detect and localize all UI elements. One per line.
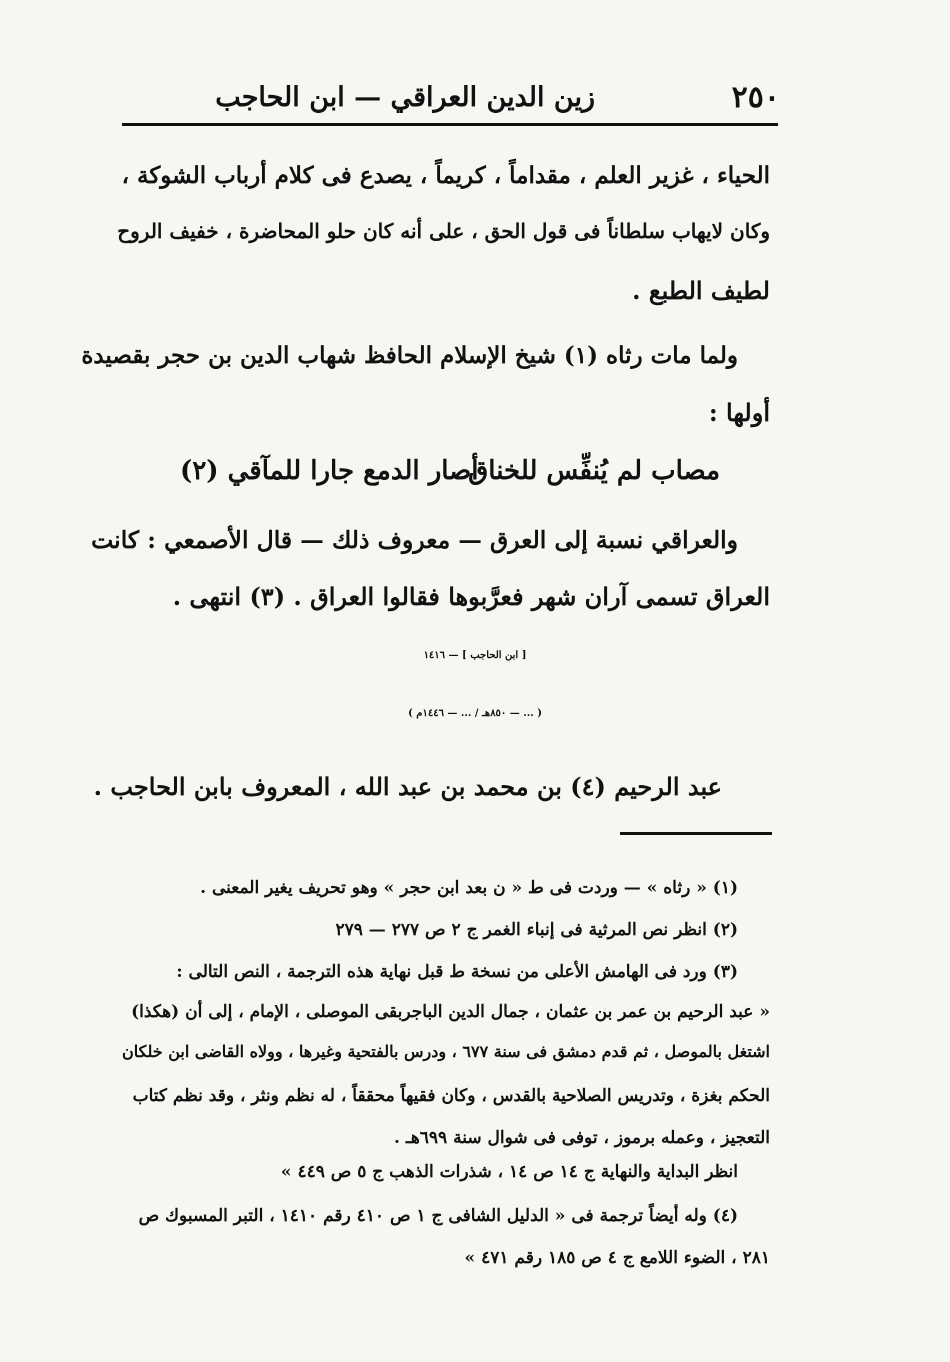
footnote-3-line-b: اشتغل بالموصل ، ثم قدم دمشق فى سنة ٦٧٧ ، ودرس بالفتحية وغيرها ، وولاه القاضى ابن خلكان — [122, 1042, 770, 1061]
body-line-7: العراق تسمى آران شهر فعرَّبوها فقالوا العراق . (٣) انتهى . — [172, 582, 770, 611]
body-line-5: أولها : — [708, 398, 770, 427]
footnote-3: (٣) ورد فى الهامش الأعلى من نسخة ط قبل نهاية هذه الترجمة ، النص التالى : — [176, 962, 738, 982]
footnote-4-line-a: (٤) وله أيضاً ترجمة فى « الدليل الشافى ج ١ ص ٤١٠ رقم ١٤١٠ ، التبر المسبوك ص — [138, 1206, 738, 1226]
header-rule — [122, 123, 778, 126]
poem-verse — [180, 456, 720, 506]
footnote-3-line-e: انظر البداية والنهاية ج ١٤ ص ١٤ ، شذرات الذهب ج ٥ ص ٤٤٩ » — [280, 1162, 738, 1182]
body-line-2: وكان لايهاب سلطاناً فى قول الحق ، على أنه كان حلو المحاضرة ، خفيف الروح — [117, 219, 770, 243]
running-title: زين الدين العراقي — ابن الحاجب — [215, 82, 595, 113]
footnote-3-line-d: التعجيز ، وعمله برموز ، توفى فى شوال سنة ٦٩٩هـ . — [394, 1128, 770, 1148]
entry-heading: [ ابن الحاجب ] — ١٤١٦ — [423, 650, 527, 661]
body-line-1: الحياء ، غزير العلم ، مقداماً ، كريماً ، يصدع فى كلام أرباب الشوكة ، — [121, 162, 770, 189]
body-line-3: لطيف الطبع . — [632, 276, 770, 305]
body-line-6: والعراقي نسبة إلى العرق — معروف ذلك — قال الأصمعي : كانت — [91, 526, 738, 554]
body-line-4: ولما مات رثاه (١) شيخ الإسلام الحافظ شهاب الدين بن حجر بقصيدة — [81, 342, 738, 369]
page-number: ٢٥٠ — [731, 80, 780, 115]
footnote-1: (١) « رثاه » — وردت فى ط « ن بعد ابن حجر » وهو تحريف يغير المعنى . — [200, 878, 738, 898]
entry-dates: ( ... — ٨٥٠هـ / ... — ١٤٤٦م ) — [408, 708, 542, 719]
poem-first-hemistich: مصاب لم يُنفِّس للخناق — [468, 456, 720, 486]
footnote-3-line-a: « عبد الرحيم بن عمر بن عثمان ، جمال الدين الباجربقى الموصلى ، الإمام ، إلى أن (هكذا) — [131, 1002, 770, 1022]
footnote-3-line-c: الحكم بغزة ، وتدريس الصلاحية بالقدس ، وكان فقيهاً محققاً ، له نظم ونثر ، وقد نظم كتاب — [132, 1086, 770, 1106]
entry-name: عبد الرحيم (٤) بن محمد بن عبد الله ، المعروف بابن الحاجب . — [93, 772, 722, 801]
page-header — [120, 80, 780, 124]
footnote-separator — [620, 832, 772, 835]
footnote-4-line-b: ٢٨١ ، الضوء اللامع ج ٤ ص ١٨٥ رقم ٤٧١ » — [464, 1248, 770, 1268]
poem-second-hemistich: أصار الدمع جارا للمآقي (٢) — [180, 456, 479, 486]
footnote-2: (٢) انظر نص المرثية فى إنباء الغمر ج ٢ ص ٢٧٧ — ٢٧٩ — [335, 920, 738, 940]
